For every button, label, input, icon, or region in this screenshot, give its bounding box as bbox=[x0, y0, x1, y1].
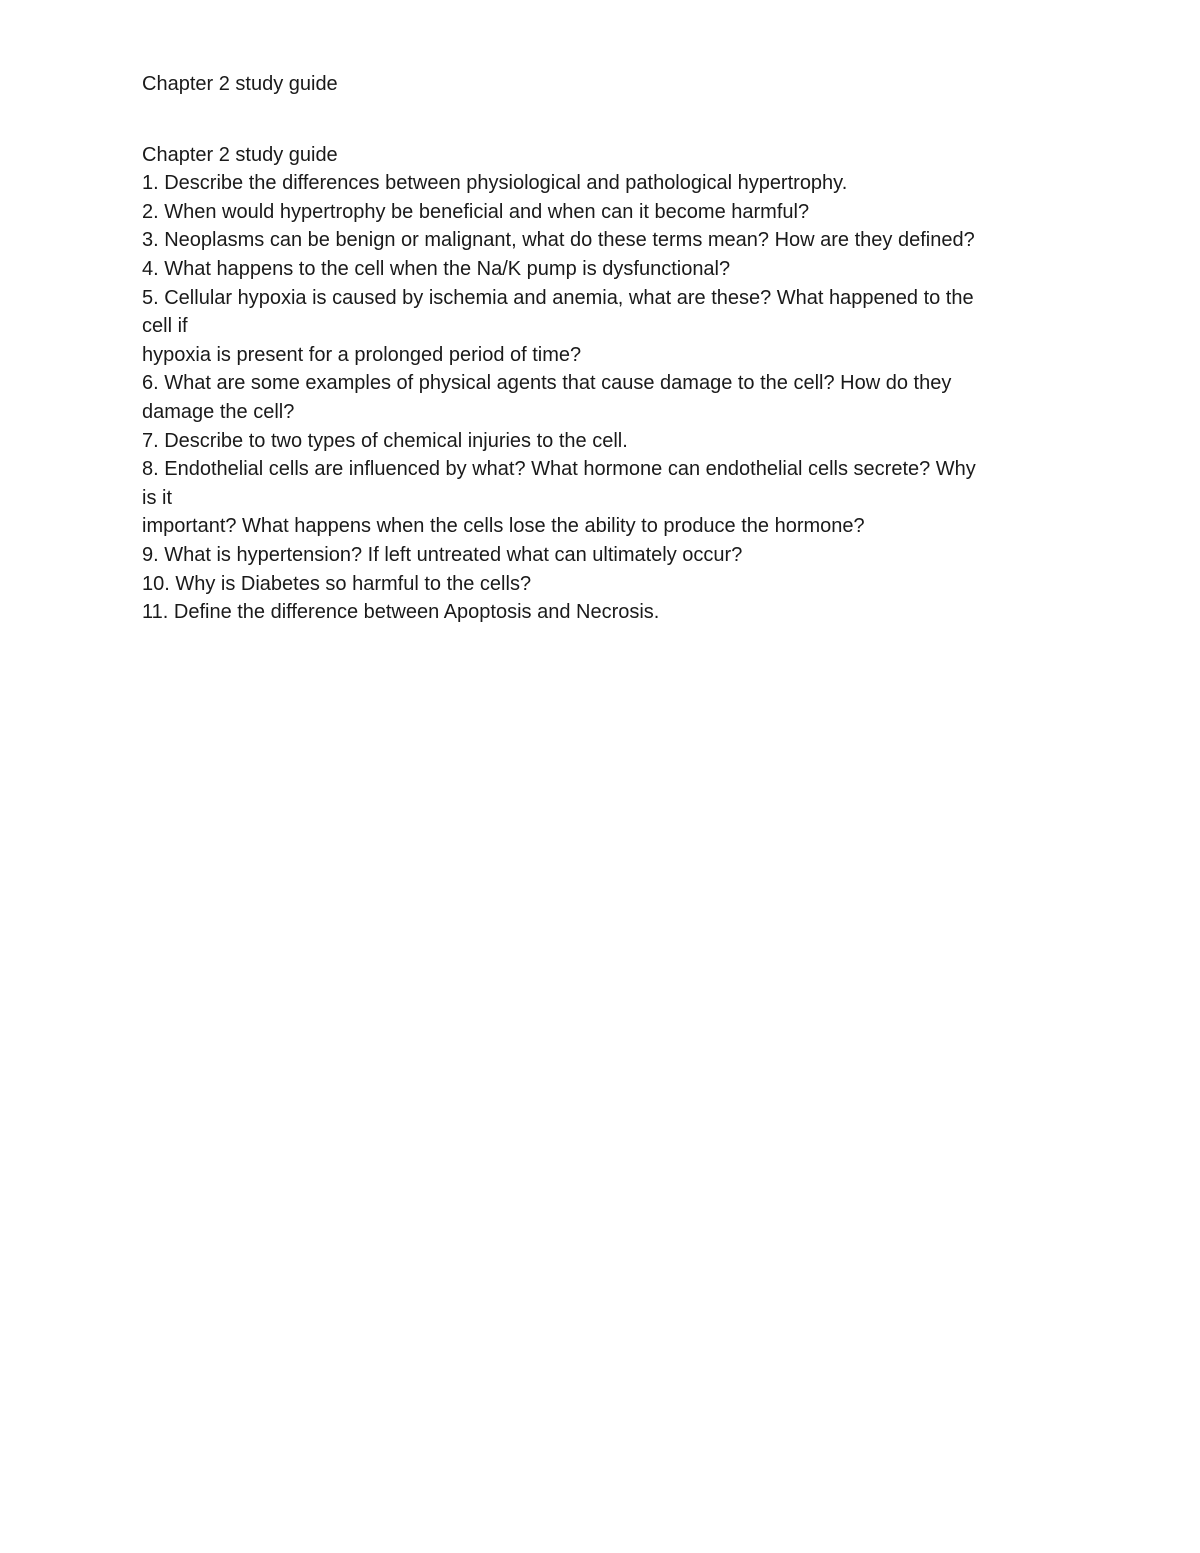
question-line: 9. What is hypertension? If left untreated what can ultimately occur? bbox=[142, 543, 743, 566]
question-line: 2. When would hypertrophy be beneficial and when can it become harmful? bbox=[142, 200, 810, 223]
document-title: Chapter 2 study guide bbox=[142, 73, 338, 95]
question-line: 10. Why is Diabetes so harmful to the cells? bbox=[142, 572, 532, 595]
question-line: 5. Cellular hypoxia is caused by ischemia and anemia, what are these? What happened to the bbox=[142, 286, 974, 309]
document-body bbox=[142, 70, 1062, 627]
question-list bbox=[142, 169, 1062, 627]
question-line: 7. Describe to two types of chemical injuries to the cell. bbox=[142, 429, 628, 452]
question-line: hypoxia is present for a prolonged period of time? bbox=[142, 343, 582, 366]
section-heading: Chapter 2 study guide bbox=[142, 143, 338, 166]
question-line: is it bbox=[142, 486, 172, 509]
question-line: 6. What are some examples of physical agents that cause damage to the cell? How do they bbox=[142, 372, 952, 395]
title-spacer bbox=[142, 99, 1062, 141]
question-line: 3. Neoplasms can be benign or malignant, what do these terms mean? How are they defined? bbox=[142, 229, 975, 252]
question-line: cell if bbox=[142, 315, 188, 338]
question-line: important? What happens when the cells lose the ability to produce the hormone? bbox=[142, 515, 865, 538]
question-line: 4. What happens to the cell when the Na/K pump is dysfunctional? bbox=[142, 257, 731, 280]
question-line: 8. Endothelial cells are influenced by what? What hormone can endothelial cells secrete? Why bbox=[142, 458, 976, 481]
question-line: 1. Describe the differences between physiological and pathological hypertrophy. bbox=[142, 172, 848, 195]
question-line: 11. Define the difference between Apoptosis and Necrosis. bbox=[142, 601, 660, 624]
question-line: damage the cell? bbox=[142, 400, 295, 423]
